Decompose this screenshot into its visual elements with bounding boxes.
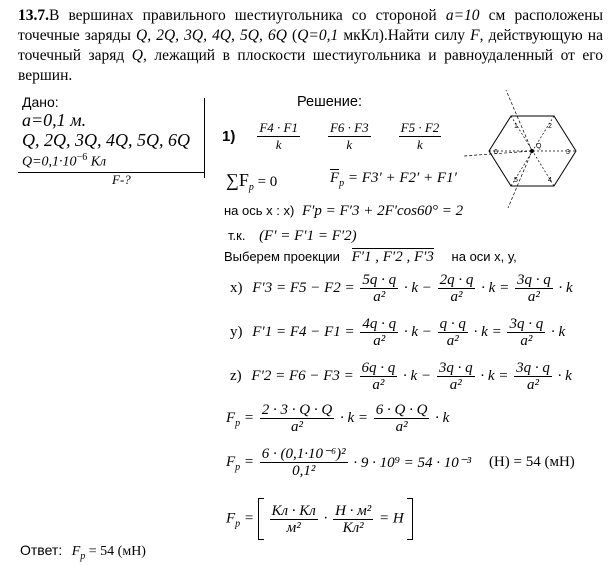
problem-charges: Q, 2Q, 3Q, 4Q, 5Q, 6Q xyxy=(136,27,287,44)
given-find: F-? xyxy=(112,172,131,187)
given-divider xyxy=(18,172,204,173)
force-line-down xyxy=(508,151,532,208)
answer-row: Ответ: $F_p = 54$ (мН) xyxy=(20,542,146,562)
proj-row: Выберем проекции F′1 , F′2 , F′3 на оси х, у, xyxy=(224,249,517,265)
problem-a: a=10 xyxy=(445,7,480,24)
label-1: 1 xyxy=(514,123,518,130)
fp-row-3: $F_p$ = $\frac{Кл \cdot Кл}{\text{м²}}$ · $\frac{\text{Н · м²}}{\text{Кл²}}$ = Н xyxy=(226,498,413,540)
fp-row-1: $F_p$ = $\frac{2 \cdot 3 \cdot Q \cdot Q}{\text{a²}}$ · k = $\frac{6 \cdot Q \cdot Q}{\text{a²}}$ · k xyxy=(226,402,450,435)
pair1: $\frac{F4 \cdot F1}{k}$ xyxy=(259,120,298,152)
sum-equation: $\sum F_p = 0$ xyxy=(226,170,278,193)
given-q: $Q=0,1\cdot 10^{-6}$ Кл xyxy=(22,152,107,170)
y-row: у) F′1 = F4 − F1 = $\frac{4q \cdot q}{\text{a²}}$ · k − $\frac{q \cdot q}{\text{a²}}$ · k = $\frac{3q \cdot q}{\text{a²}}$ · k xyxy=(230,316,566,349)
problem-text-6: , лежащий в плоскости шестиугольника и равноудаленный от его вершин. xyxy=(18,47,603,84)
label-5: 5 xyxy=(514,177,518,184)
fp-row-2: $F_p$ = $\frac{\text{6 · (0,1·10⁻⁶)²}}{\text{0,1²}}$ · 9 · 10⁹ = 54 · 10⁻³ (Н) = 54 (мН) xyxy=(226,446,575,479)
problem-text-1: В вершинах правильного шестиугольника со стороной xyxy=(49,7,446,24)
given-a: a=0,1 м. xyxy=(22,110,87,130)
center-charge xyxy=(530,149,534,153)
pair2: $\frac{F6 \cdot F3}{k}$ xyxy=(329,120,369,152)
label-6: 6 xyxy=(494,149,498,156)
problem-text-2: см расположены точечные заряды xyxy=(18,7,603,44)
problem-text-3: ( xyxy=(286,27,298,44)
solution-label: Решение: xyxy=(297,94,362,110)
problem-number: 13.7. xyxy=(18,7,49,24)
tk-row: т.к. (F′ = F′1 = F′2) xyxy=(228,228,357,244)
given-label: Дано: xyxy=(22,94,59,110)
step1-row: 1) $\frac{F4 \cdot F1}{k}$ $\frac{F6 \cdot F3}{k}$ $\frac{F5 \cdot F2}{k}$ xyxy=(222,120,440,152)
label-2: 2 xyxy=(548,123,552,130)
label-3: 3 xyxy=(566,149,570,156)
label-4: 4 xyxy=(548,177,552,184)
problem-q: Q=0,1 xyxy=(297,27,339,44)
given-charges: Q, 2Q, 3Q, 4Q, 5Q, 6Q xyxy=(22,130,190,150)
given-vertical-divider xyxy=(204,98,205,178)
z-row: z) F′2 = F6 − F3 = $\frac{6q \cdot q}{\text{a²}}$ · k − $\frac{3q \cdot q}{\text{a²}}$ · k = $\frac{3q \cdot q}{\text{a²}}$ · k xyxy=(230,360,572,393)
problem-text-5: , действующую на точечный заряд xyxy=(18,27,603,64)
force-line-up xyxy=(506,90,532,151)
x-row: х) F′3 = F5 − F2 = $\frac{5q \cdot q}{\text{a²}}$ · k − $\frac{2q \cdot q}{\text{a²}}$ · k = $\frac{3q \cdot q}{\text{a²}}$ · k xyxy=(230,272,573,305)
hexagon-figure xyxy=(456,86,606,216)
pair3: $\frac{F5 \cdot F2}{k}$ xyxy=(400,120,440,152)
problem-f: F xyxy=(470,27,480,44)
force-line-left xyxy=(464,151,532,156)
axis-row: на ось х : х) F′p = F′3 + 2F′cos60° = 2 xyxy=(224,203,464,219)
problem-statement xyxy=(18,6,603,86)
fp-equation: $F_p = F3' + F2' + F1'$ xyxy=(330,170,457,189)
label-q: Q xyxy=(536,143,542,150)
problem-text-4: мкКл).Найти силу xyxy=(338,27,471,44)
problem-q2: Q xyxy=(131,47,143,64)
